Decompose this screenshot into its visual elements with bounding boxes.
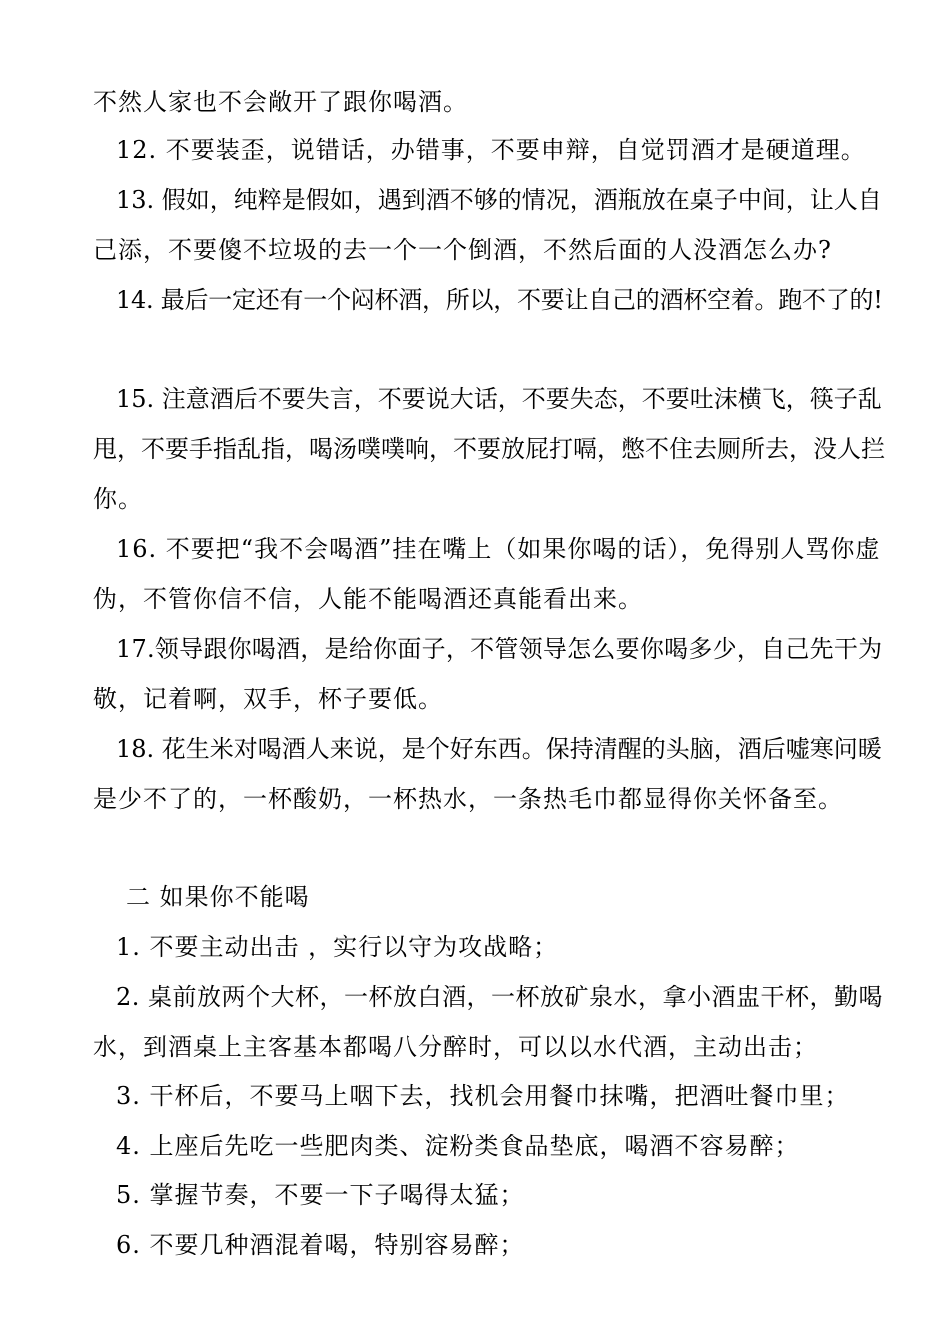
text-line: 水，到酒桌上主客基本都喝八分醉时，可以以水代酒，主动出击； [93, 1033, 818, 1061]
text-line: 4. 上座后先吃一些肥肉类、淀粉类食品垫底，喝酒不容易醉； [116, 1132, 800, 1160]
text-line: 17.领导跟你喝酒，是给你面子，不管领导怎么要你喝多少，自己先干为 [116, 635, 883, 663]
text-line: 你。 [93, 485, 143, 513]
text-line: 18. 花生米对喝酒人来说，是个好东西。保持清醒的头脑，酒后嘘寒问暖 [116, 735, 882, 763]
text-line: 不然人家也不会敞开了跟你喝酒。 [93, 88, 468, 116]
text-line: 12. 不要装歪，说错话，办错事，不要申辩，自觉罚酒才是硬道理。 [116, 136, 866, 164]
text-line: 15. 注意酒后不要失言，不要说大话，不要失态，不要吐沫横飞，筷子乱 [116, 385, 882, 413]
text-line: 16. 不要把“我不会喝酒”挂在嘴上（如果你喝的话），免得别人骂你虚 [116, 535, 881, 563]
text-line: 14. 最后一定还有一个闷杯酒，所以，不要让自己的酒杯空着。跑不了的! [116, 286, 883, 314]
text-line: 6. 不要几种酒混着喝，特别容易醉； [116, 1231, 525, 1259]
text-line: 甩，不要手指乱指，喝汤噗噗响，不要放屁打嗝，憋不住去厕所去，没人拦 [93, 435, 885, 463]
text-line: 2. 桌前放两个大杯，一杯放白酒，一杯放矿泉水，拿小酒盅干杯，勤喝 [116, 983, 884, 1011]
text-line: 13. 假如，纯粹是假如，遇到酒不够的情况，酒瓶放在桌子中间，让人自 [116, 186, 882, 214]
text-line: 敬，记着啊，双手，杯子要低。 [93, 685, 443, 713]
text-line: 3. 干杯后，不要马上咽下去，找机会用餐巾抹嘴，把酒吐餐巾里； [116, 1082, 850, 1110]
text-line: 是少不了的，一杯酸奶，一杯热水，一条热毛巾都显得你关怀备至。 [93, 785, 843, 813]
text-line: 5. 掌握节奏，不要一下子喝得太猛； [116, 1181, 525, 1209]
text-line: 1. 不要主动出击 ，实行以守为攻战略； [116, 933, 559, 961]
text-line: 己添，不要傻不垃圾的去一个一个倒酒，不然后面的人没酒怎么办? [93, 236, 832, 264]
section-heading: 二 如果你不能喝 [126, 883, 310, 911]
text-line: 伪，不管你信不信，人能不能喝酒还真能看出来。 [93, 585, 643, 613]
